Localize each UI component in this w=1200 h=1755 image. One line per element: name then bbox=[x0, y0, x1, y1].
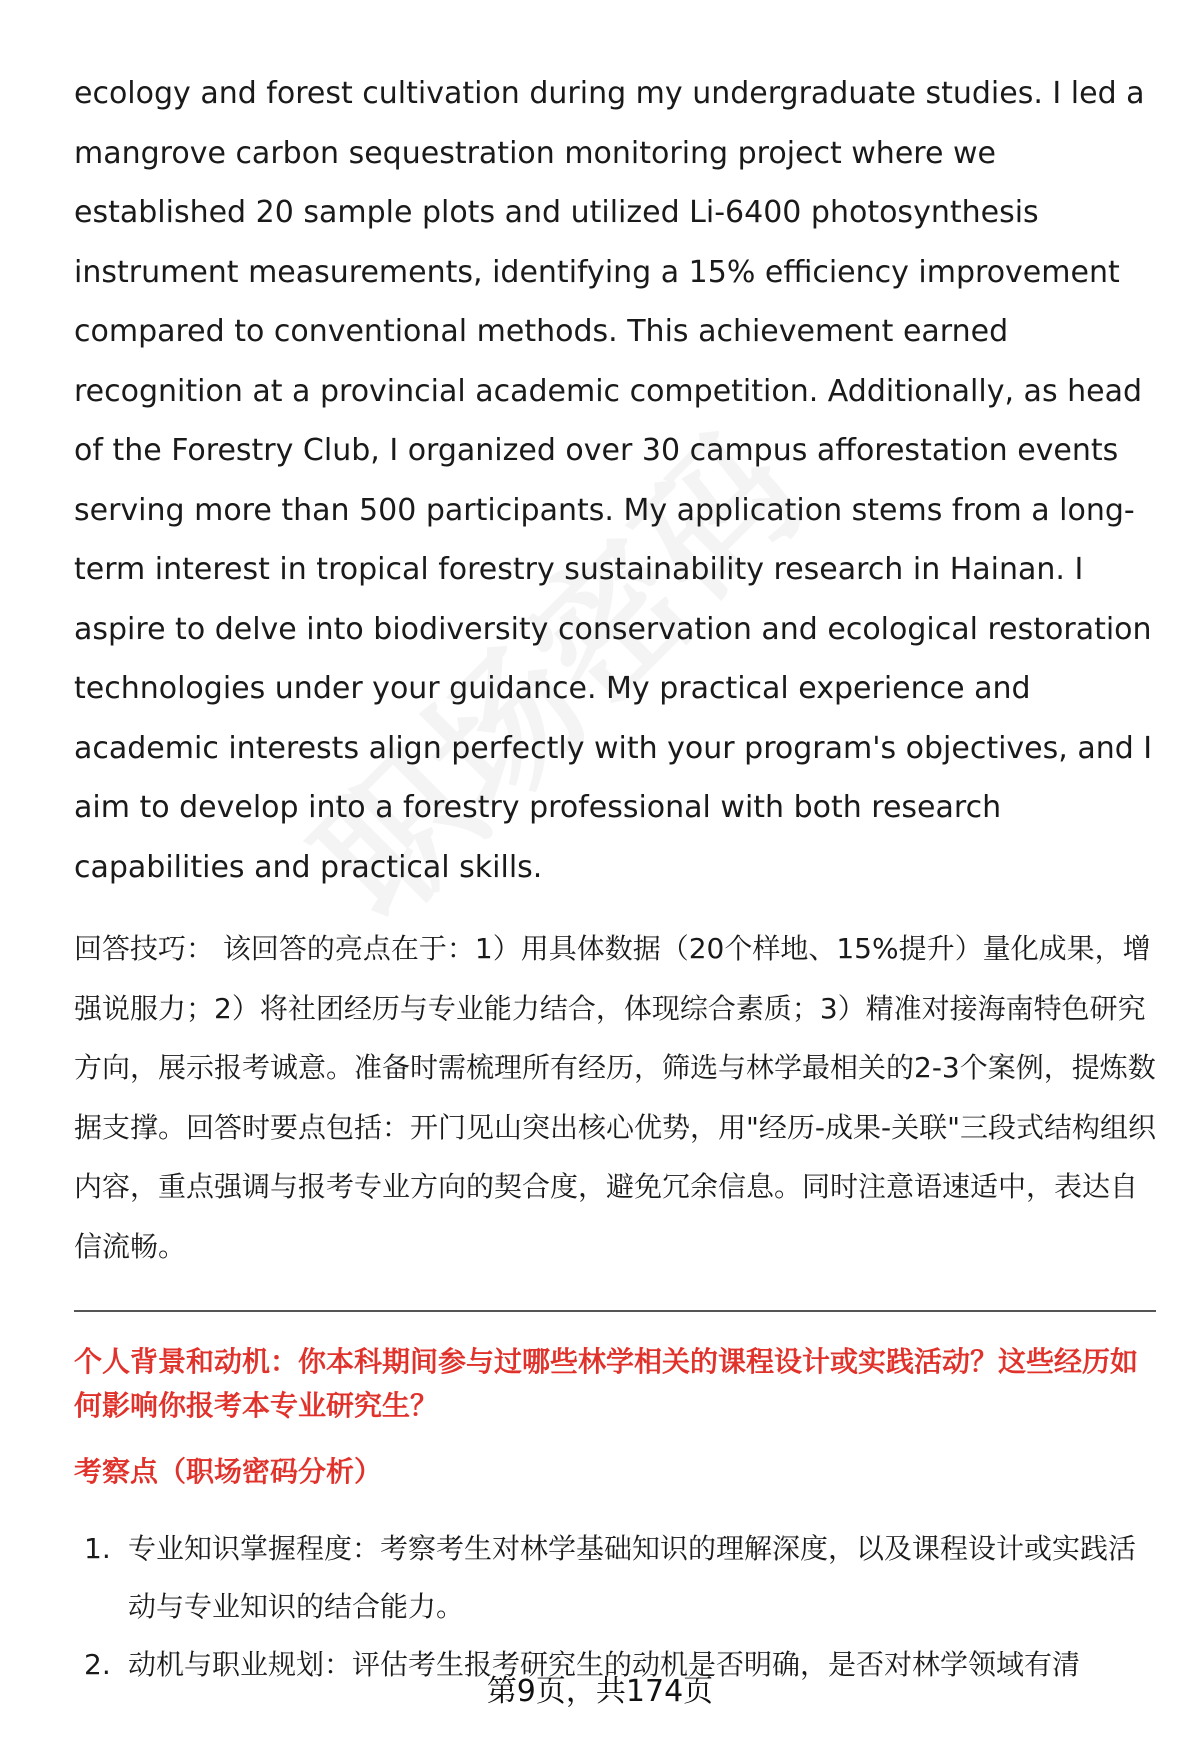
list-item bbox=[74, 1520, 1156, 1636]
tips-label: 回答技巧： bbox=[74, 932, 215, 965]
list-item-number: 1. bbox=[84, 1532, 111, 1565]
tips-paragraph bbox=[74, 919, 1156, 1276]
list-item-number: 2. bbox=[84, 1648, 111, 1681]
section-divider bbox=[74, 1310, 1156, 1312]
assessment-points-list bbox=[74, 1520, 1156, 1694]
section-title: 考察点（职场密码分析） bbox=[74, 1455, 383, 1488]
list-item-text: 动机与职业规划：评估考生报考研究生的动机是否明确，是否对林学领域有清 bbox=[128, 1648, 1081, 1681]
list-item-text: 专业知识掌握程度：考察考生对林学基础知识的理解深度，以及课程设计或实践活动与专业知识的结合能力。 bbox=[128, 1532, 1137, 1623]
answer-paragraph: ecology and forest cultivation during my undergraduate studies. I led a mangrove carbon sequestration monitoring project where we established 20 sample plots and utilized Li-6400 photosynthesis instrument measurements, identifying a 15% efficiency improvement compared to conventional methods. This achievement earned recognition at a provincial academic competition. Additionally, as head of the Forestry Club, I organized over 30 campus afforestation events serving more than 500 participants. My application stems from a long-term interest in tropical forestry sustainability research in Hainan. I aspire to delve into biodiversity conservation and ecological restoration technologies under your guidance. My practical experience and academic interests align perfectly with your program's objectives, and I aim to develop into a forestry professional with both research capabilities and practical skills. bbox=[74, 76, 1153, 885]
tips-text: 该回答的亮点在于：1）用具体数据（20个样地、15%提升）量化成果，增强说服力；2）将社团经历与专业能力结合，体现综合素质；3）精准对接海南特色研究方向，展示报考诚意。准备时需梳理所有经历，筛选与林学最相关的2-3个案例，提炼数据支撑。回答时要点包括：开门见山突出核心优势，用"经历-成果-关联"三段式结构组织内容，重点强调与报考专业方向的契合度，避免冗余信息。同时注意语速适中，表达自信流畅。 bbox=[74, 932, 1156, 1263]
page-content bbox=[74, 64, 1156, 1694]
page-number-footer: 第9页，共174页 bbox=[486, 1674, 714, 1709]
question-heading: 个人背景和动机：你本科期间参与过哪些林学相关的课程设计或实践活动？这些经历如何影响你报考本专业研究生？ bbox=[74, 1345, 1139, 1422]
